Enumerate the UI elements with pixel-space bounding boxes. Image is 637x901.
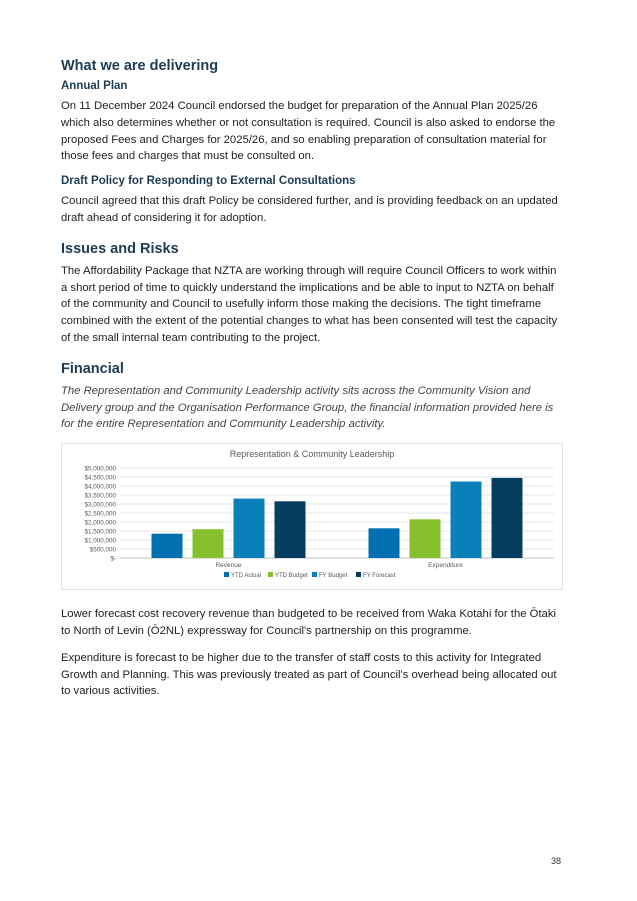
- chart-svg: [62, 444, 562, 589]
- financial-chart: [61, 443, 563, 590]
- page-content: [61, 58, 563, 710]
- legend-swatch: [312, 572, 317, 577]
- legend-label: YTD Actual: [231, 573, 262, 580]
- x-category-label: Revenue: [215, 562, 242, 570]
- y-tick-label: $4,500,000: [84, 474, 116, 482]
- legend-label: YTD Budget: [275, 573, 308, 580]
- legend-label: FY Budget: [319, 573, 348, 580]
- y-tick-label: $1,000,000: [84, 537, 116, 545]
- issues-text: The Affordability Package that NZTA are working through will require Council Officers to work within a short period of time to quickly understand the implications and be able to input to NZTA on behalf of the community and Council to usefully inform those making the decisions. The tight timeframe combined with the extent of the potential changes to what has been consented will test the capacity of the small internal team contributing to the project.: [61, 264, 558, 344]
- legend-swatch: [356, 572, 361, 577]
- y-tick-label: $1,500,000: [84, 528, 116, 536]
- bar: [492, 478, 523, 558]
- y-tick-label: $4,000,000: [84, 483, 116, 491]
- bar: [152, 534, 183, 558]
- x-category-label: Expenditure: [428, 562, 463, 570]
- y-tick-label: $2,000,000: [84, 519, 116, 527]
- delivering-heading: What we are delivering: [61, 58, 219, 74]
- y-tick-label: $-: [110, 555, 116, 563]
- chart-title: Representation & Community Leadership: [229, 449, 395, 460]
- draft-policy-heading: Draft Policy for Responding to External Consultations: [61, 175, 356, 188]
- y-tick-label: $500,000: [89, 546, 116, 554]
- financial-heading: Financial: [61, 360, 124, 377]
- y-tick-label: $2,500,000: [84, 510, 116, 518]
- y-tick-label: $3,000,000: [84, 501, 116, 509]
- legend-swatch: [224, 572, 229, 577]
- annual-plan-text: On 11 December 2024 Council endorsed the budget for preparation of the Annual Plan 2025/26 which also determines whether or not consultation is required. Council is also asked to endorse the proposed Fees and Charges for 2025/26, and so enabling preparation of consultation material for those fees and charges that must be consulted on.: [61, 100, 556, 163]
- annual-plan-heading: Annual Plan: [61, 80, 128, 92]
- legend-swatch: [268, 572, 273, 577]
- page-number: 38: [550, 856, 561, 866]
- bar: [234, 499, 265, 558]
- issues-heading: Issues and Risks: [61, 240, 179, 257]
- financial-intro: The Representation and Community Leadership activity sits across the Community Vision and Delivery group and the Organisation Performance Group, the financial information provided here is for the entire Representation and Community Leadership activity.: [61, 384, 554, 431]
- y-tick-label: $5,000,000: [84, 465, 116, 473]
- bar: [369, 528, 400, 558]
- y-tick-label: $3,500,000: [84, 492, 116, 500]
- bar: [451, 482, 482, 559]
- draft-policy-text: Council agreed that this draft Policy be considered further, and is providing feedback on an updated draft ahead of considering it for adoption.: [61, 195, 558, 224]
- bar: [275, 501, 306, 558]
- bar: [193, 529, 224, 558]
- legend-label: FY Forecast: [363, 573, 396, 580]
- financial-para-expenditure: Expenditure is forecast to be higher due to the transfer of staff costs to this activity for Integrated Growth and Planning. This was previously treated as part of Council's overhead being allocated out to various activities.: [61, 651, 557, 698]
- financial-para-revenue: Lower forecast cost recovery revenue than budgeted to be received from Waka Kotahi for the Ōtaki to North of Levin (Ō2NL) expressway for Council's partnership on this programme.: [61, 608, 557, 637]
- bar: [410, 519, 441, 558]
